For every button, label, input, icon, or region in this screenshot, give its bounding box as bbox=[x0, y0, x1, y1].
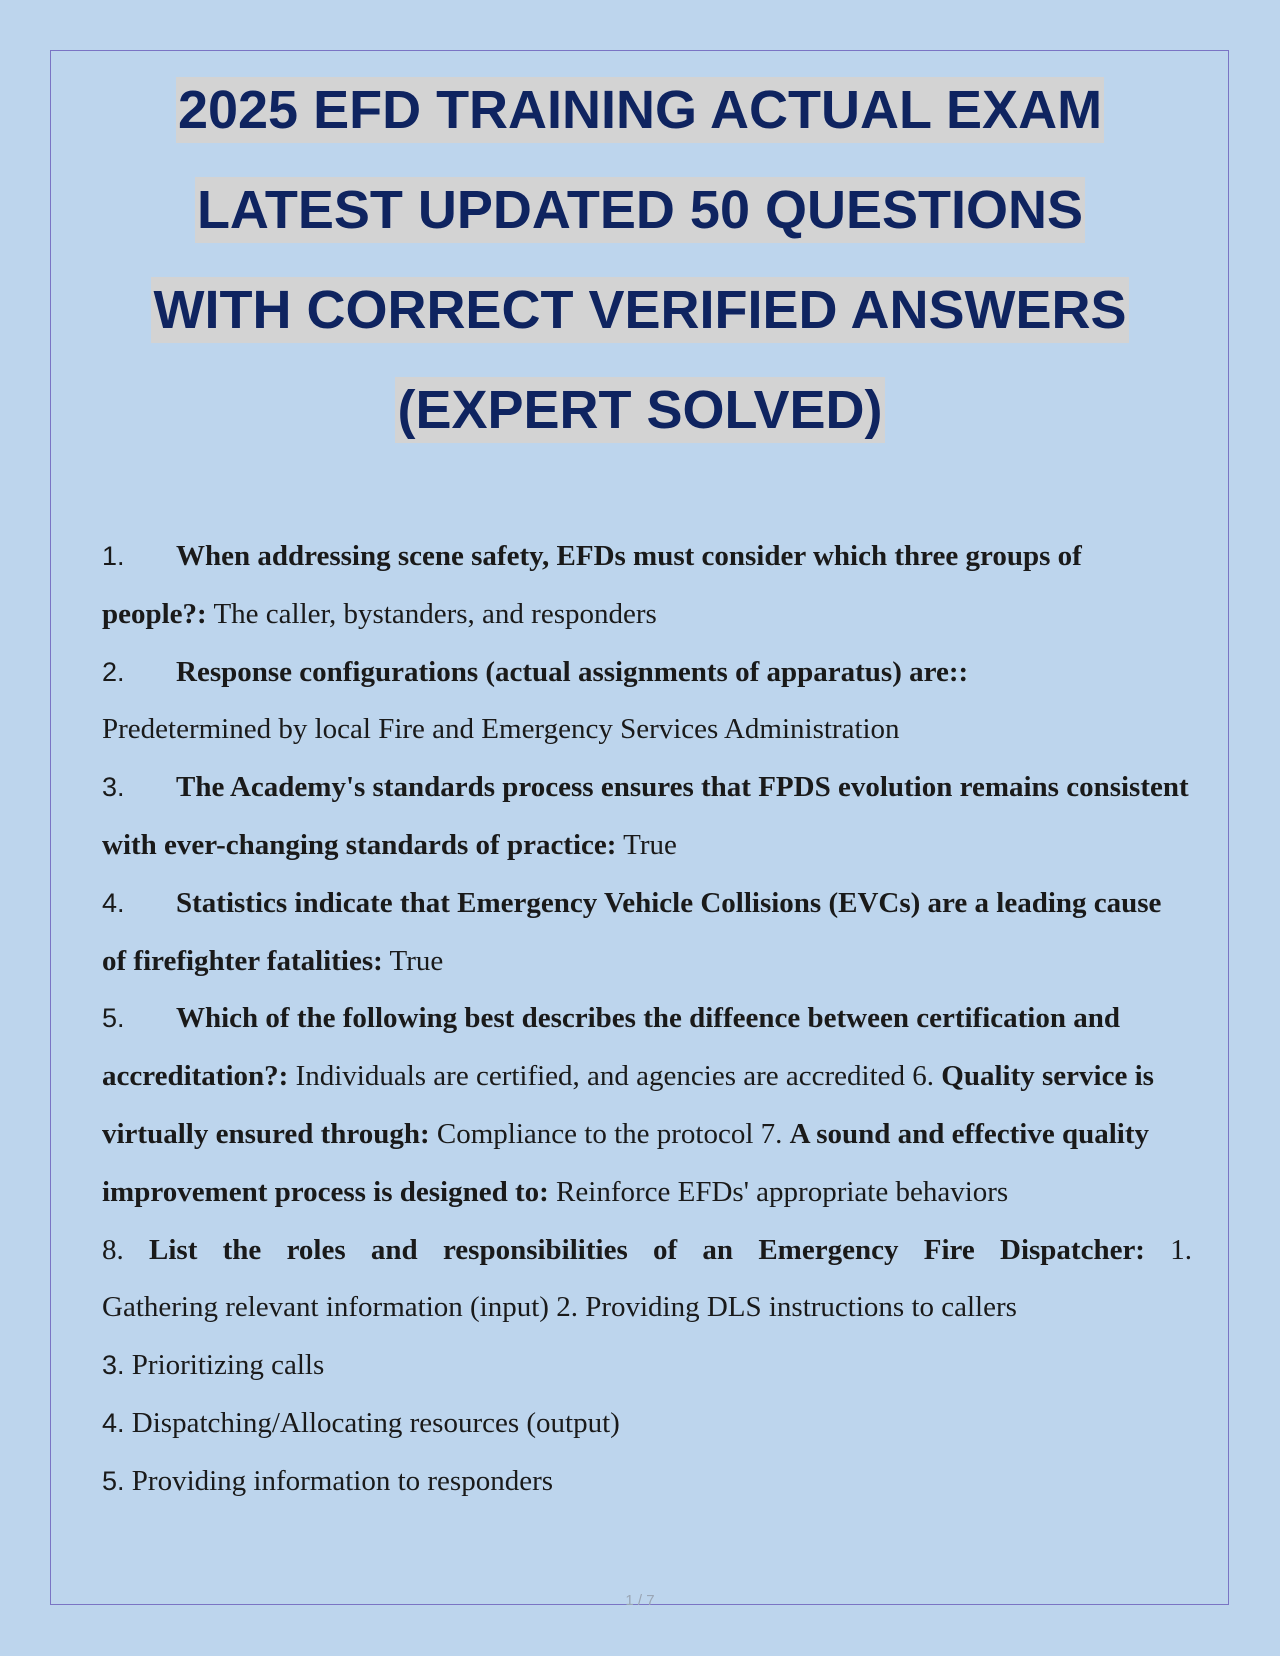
answer-item-text: Providing DLS instructions to callers bbox=[585, 1291, 1017, 1324]
page-indicator: 1 / 7 bbox=[625, 1592, 655, 1609]
document-title bbox=[0, 60, 1280, 460]
title-line-1: 2025 EFD TRAINING ACTUAL EXAM bbox=[176, 77, 1104, 143]
title-line-2: LATEST UPDATED 50 QUESTIONS bbox=[195, 177, 1085, 243]
answer-text: Compliance to the protocol bbox=[436, 1117, 754, 1150]
question-8 bbox=[102, 1222, 1192, 1280]
question-text: Statistics indicate that Emergency Vehicle Collisions (EVCs) are a leading cause of firefighter fatalities: bbox=[102, 886, 1162, 977]
answer-item-text: Gathering relevant information (input) bbox=[102, 1291, 549, 1324]
question-number: 2. bbox=[102, 656, 125, 687]
answer-item-number: 2. bbox=[556, 1291, 578, 1324]
question-list bbox=[102, 528, 1192, 1511]
answer-text: Predetermined by local Fire and Emergency Services Administration bbox=[102, 713, 900, 746]
question-number: 8. bbox=[102, 1233, 124, 1266]
question-number: 7. bbox=[760, 1117, 783, 1150]
answer-text: The caller, bystanders, and responders bbox=[213, 597, 657, 630]
question-text: A sound and effective quality improvement process is designed to: bbox=[102, 1117, 1149, 1208]
question-text: The Academy's standards process ensures that FPDS evolution remains consistent with ever-changing standards of practice: bbox=[102, 771, 1189, 861]
question-4 bbox=[102, 875, 1192, 991]
question-2 bbox=[102, 644, 1192, 702]
answer-8-item-4 bbox=[102, 1395, 1192, 1453]
answer-item-text: Dispatching/Allocating resources (output) bbox=[131, 1406, 620, 1439]
answer-8-item-5 bbox=[102, 1453, 1192, 1511]
question-1-line-1 bbox=[102, 528, 1192, 644]
answer-item-text: Prioritizing calls bbox=[131, 1349, 325, 1382]
answer-8-line-2 bbox=[102, 1279, 1192, 1337]
answer-item-number: 5. bbox=[102, 1465, 125, 1496]
answer-text: Reinforce EFDs' appropriate behaviors bbox=[556, 1175, 1009, 1208]
answer-text: True bbox=[389, 944, 444, 977]
question-number: 4. bbox=[102, 887, 125, 918]
question-5 bbox=[102, 990, 1192, 1221]
question-number: 3. bbox=[102, 772, 125, 803]
question-text: Quality service is virtually ensured through: bbox=[102, 1060, 1154, 1150]
answer-item-number: 3. bbox=[102, 1350, 125, 1381]
answer-item-text: Providing information to responders bbox=[131, 1464, 554, 1497]
question-text: When addressing scene safety, EFDs must consider which three groups of people?: bbox=[102, 540, 1082, 630]
question-number: 6. bbox=[912, 1060, 935, 1093]
title-line-3: WITH CORRECT VERIFIED ANSWERS bbox=[151, 277, 1128, 343]
answer-item-number: 4. bbox=[102, 1407, 125, 1438]
question-number: 5. bbox=[102, 1003, 125, 1034]
question-text: List the roles and responsibilities of an Emergency Fire Dispatcher: bbox=[149, 1233, 1145, 1266]
answer-8-item-3 bbox=[102, 1337, 1192, 1395]
question-text: Which of the following best describes the diffeence between certification and accreditation?: bbox=[102, 1002, 1120, 1093]
answer-text: Individuals are certified, and agencies are accredited bbox=[295, 1060, 906, 1093]
question-3 bbox=[102, 759, 1192, 875]
question-text: Response configurations (actual assignments of apparatus) are:: bbox=[176, 655, 969, 688]
answer-item-number: 1. bbox=[1170, 1233, 1193, 1266]
title-line-4: (EXPERT SOLVED) bbox=[395, 377, 884, 443]
answer-2 bbox=[102, 701, 1192, 759]
question-number: 1. bbox=[102, 541, 125, 571]
answer-text: True bbox=[623, 828, 677, 861]
